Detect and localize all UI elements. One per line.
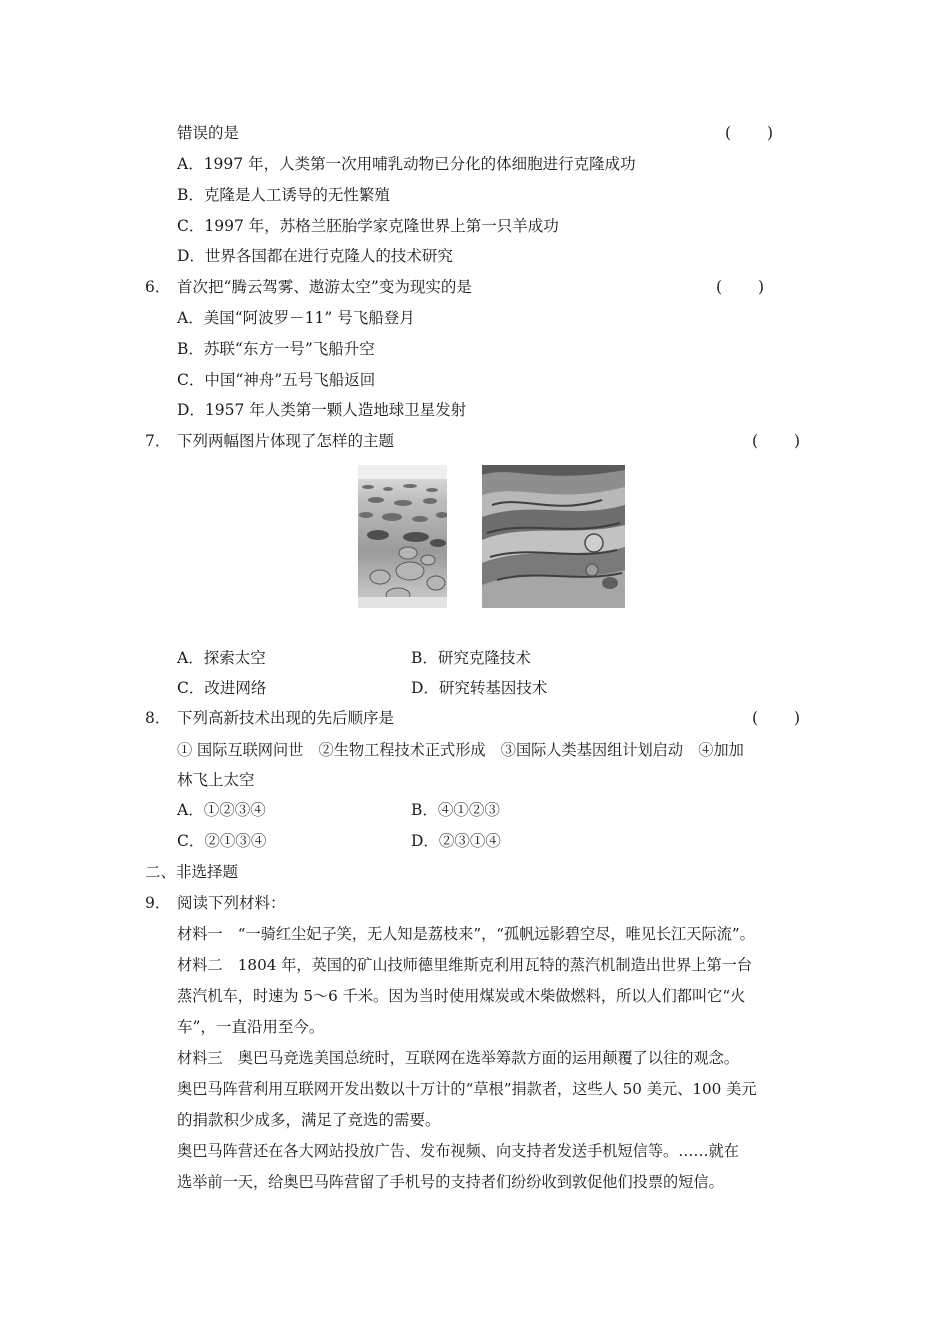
q6-option-d: D．1957 年人类第一颗人造地球卫星发射 <box>177 401 467 419</box>
q8-option-b: B．④①②③ <box>411 801 500 819</box>
q9-material3-line4: 奥巴马阵营还在各大网站投放广告、发布视频、向支持者发送手机短信等。……就在 <box>177 1142 739 1160</box>
q8-option-d: D．②③①④ <box>411 832 501 850</box>
surface-photo-left <box>358 465 447 608</box>
q9-material1: 材料一 “一骑红尘妃子笑，无人知是荔枝来”，“孤帆远影碧空尽，唯见长江天际流”。 <box>177 925 755 943</box>
q6-option-c: C．中国“神舟”五号飞船返回 <box>177 371 376 389</box>
q7-answer-paren: ( ) <box>752 432 801 450</box>
q9-material3-line5: 选举前一天，给奥巴马阵营留了手机号的支持者们纷纷收到敦促他们投票的短信。 <box>177 1173 724 1191</box>
q6-number: 6． <box>145 278 171 296</box>
q5-option-c: C．1997 年，苏格兰胚胎学家克隆世界上第一只羊成功 <box>177 217 559 235</box>
q5-option-d: D．世界各国都在进行克隆人的技术研究 <box>177 247 453 265</box>
q9-material2-line3: 车”，一直沿用至今。 <box>177 1018 325 1036</box>
q5-option-a: A．1997 年，人类第一次用哺乳动物已分化的体细胞进行克隆成功 <box>177 155 636 173</box>
q6-option-a: A．美国“阿波罗－11” 号飞船登月 <box>177 309 415 327</box>
q8-items-line1: ① 国际互联网问世 ②生物工程技术正式形成 ③国际人类基因组计划启动 ④加加 <box>177 741 744 759</box>
q5-option-b: B．克隆是人工诱导的无性繁殖 <box>177 186 390 204</box>
q9-material2-line2: 蒸汽机车，时速为 5～6 千米。因为当时使用煤炭或木柴做燃料，所以人们都叫它“火 <box>177 987 746 1005</box>
q9-material3-line1: 材料三 奥巴马竞选美国总统时，互联网在选举筹款方面的运用颠覆了以往的观念。 <box>177 1049 739 1067</box>
q8-items-line2: 林飞上太空 <box>177 771 255 789</box>
q8-option-a: A．①②③④ <box>177 801 266 819</box>
q9-material2-line1: 材料二 1804 年，英国的矿山技师德里维斯克利用瓦特的蒸汽机制造出世界上第一台 <box>177 956 753 974</box>
q9-number: 9． <box>145 894 171 912</box>
q8-option-c: C．②①③④ <box>177 832 267 850</box>
q7-stem: 下列两幅图片体现了怎样的主题 <box>177 432 395 450</box>
q6-option-b: B．苏联“东方一号”飞船升空 <box>177 340 375 358</box>
q9-material3-line2: 奥巴马阵营利用互联网开发出数以十万计的“草根”捐款者，这些人 50 美元、100 美元 <box>177 1080 757 1098</box>
q6-answer-paren: ( ) <box>716 278 765 296</box>
q6-stem: 首次把“腾云驾雾、遨游太空”变为现实的是 <box>177 278 472 296</box>
section-title: 二、非选择题 <box>145 863 239 881</box>
q7-option-b: B．研究克隆技术 <box>411 649 531 667</box>
q7-number: 7． <box>145 432 171 450</box>
q8-answer-paren: ( ) <box>752 709 801 727</box>
q7-option-c: C．改进网络 <box>177 679 267 697</box>
q7-option-d: D．研究转基因技术 <box>411 679 548 697</box>
q8-stem: 下列高新技术出现的先后顺序是 <box>177 709 395 727</box>
q9-stem: 阅读下列材料： <box>177 894 286 912</box>
q5-stem-tail: 错误的是 <box>177 124 240 142</box>
q7-option-a: A．探索太空 <box>177 649 266 667</box>
q9-material3-line3: 的捐款积少成多，满足了竞选的需要。 <box>177 1111 441 1129</box>
q8-number: 8． <box>145 709 171 727</box>
q5-answer-paren: ( ) <box>725 124 774 142</box>
rock-photo-right <box>482 465 625 608</box>
